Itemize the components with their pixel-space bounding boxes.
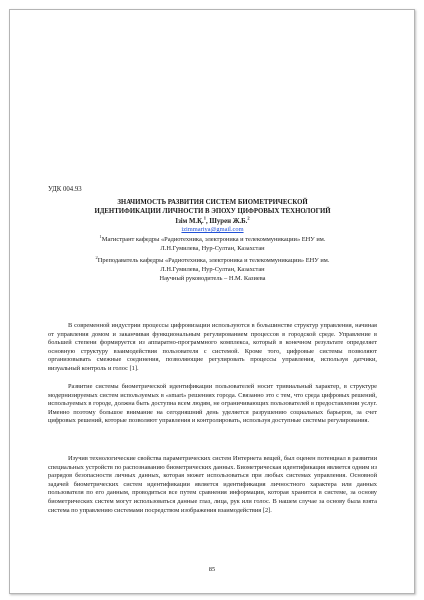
affiliation-1-line-2: Л.Н.Гумилева, Нур-Султан, Казахстан (160, 244, 265, 252)
affiliation-2 (48, 254, 377, 274)
scientific-advisor: Научный руководитель – Н.М. Казиева (159, 275, 266, 282)
affiliation-1-text-1: Магистрант кафедры «Радиотехника, электроника и телекоммуникации» ЕНУ им. (101, 236, 326, 243)
author-2: Шурен Ж.Б. (209, 218, 248, 225)
affiliation-2-text-1: Преподаватель кафедры «Радиотехника, электроника и телекоммуникации» ЕНУ им. (97, 257, 330, 264)
author-email-link[interactable]: izimmariya@gmail.com (181, 226, 244, 233)
affiliation-1 (48, 233, 377, 253)
page-number: 85 (208, 566, 216, 573)
affiliation-2-line-1 (48, 254, 377, 266)
author-2-sup: 2 (247, 215, 250, 221)
udc-code: УДК 004.93 (48, 186, 82, 193)
affiliation-2-sup: 2 (95, 254, 98, 260)
body-paragraph-1: В современной индустрии процессы цифровизации используются в большинстве структур управления, начиная от управления домом и заканчивая функциональным регулированием процессов в городской среде. Управление в большей степени формируется из аппаратно-программного комплекса, который в конечном результате определяет основную структуру взаимодействия пользователя с системой. Кроме того, цифровые системы позволяют организовывать смежные соединения, позволяющие регулировать процессы управления, используя датчики, визуальный контроль и голос [1]. (48, 322, 377, 372)
affiliation-1-sup: 1 (99, 233, 102, 239)
paper-title (48, 199, 377, 216)
author-1-sup: 1 (203, 215, 207, 221)
author-separator: , (206, 218, 210, 225)
title-line-1: ЗНАЧИМОСТЬ РАЗВИТИЯ СИСТЕМ БИОМЕТРИЧЕСКОЙ (117, 199, 308, 206)
affiliation-2-line-2: Л.Н.Гумилева, Нур-Султан, Казахстан (160, 265, 265, 273)
affiliation-1-line-1 (48, 233, 377, 245)
title-line-2: ИДЕНТИФИКАЦИИ ЛИЧНОСТИ В ЭПОХУ ЦИФРОВЫХ ТЕХНОЛОГИЙ (94, 207, 331, 215)
body-paragraph-3: Изучив технологические свойства параметрических систем Интернета вещей, был оценен потенциал в развитии специальных устройств по распознаванию биометрических данных. Биометрическая идентификация является одним из разрядов безопасности личных данных, которая может использоваться при любых системах управления. Основной задачей биометрических систем идентификации является идентификация личностного характера или данных пользователя по его данным, проводиться все путем сравнения информации, которая хранится в системе, за основу биометрических систем могут использоваться данные глаз, лица, рук или голос. В нашем случае за основу была взята система по управлению системами посредством изображения взаимодействия [2]. (48, 455, 377, 514)
author-1: Ізім М.Қ. (175, 218, 204, 225)
authors (48, 215, 377, 225)
body-paragraph-2: Развитие системы биометрической идентификации пользователей носит тривиальный характер, в структуре модернизируемых систем используемых в «smart» решениях города. Связанно это с тем, что среда цифровых решений, используемых в городе, должна быть доступна всем людям, не ограничивающих пользователей в предоставлении услуг. Именно поэтому большое внимание на сегодняшний день уделяется разрушению социальных барьеров, за счет цифровых решений, которые позволяют управления и контролировать, используя доступные системы регулирования. (48, 383, 377, 425)
